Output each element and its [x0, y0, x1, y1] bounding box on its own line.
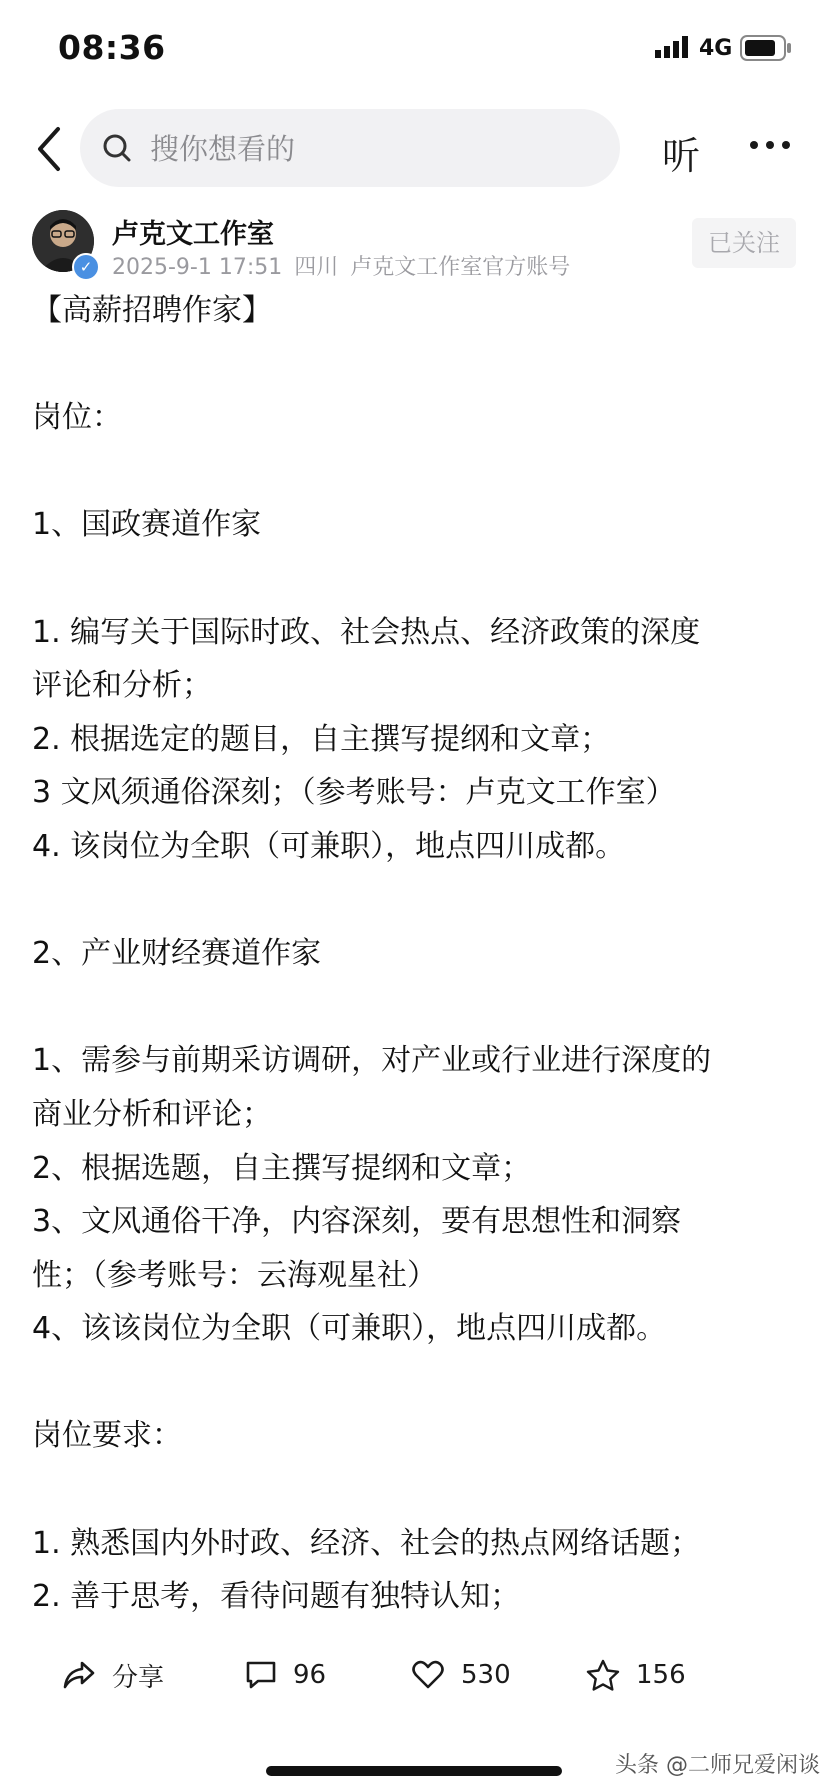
battery-icon [740, 35, 792, 61]
like-count: 530 [461, 1660, 511, 1690]
post-location: 四川 [294, 255, 339, 280]
status-bar [0, 0, 828, 100]
article-line [32, 874, 802, 928]
verified-icon: ✓ [72, 253, 100, 281]
comment-count: 96 [293, 1660, 327, 1690]
heart-icon [411, 1660, 445, 1690]
favorite-button[interactable] [586, 1640, 686, 1710]
article-line [32, 981, 802, 1035]
share-label: 分享 [112, 1662, 165, 1693]
article-line: 岗位： [32, 400, 122, 436]
share-icon [62, 1660, 96, 1690]
share-button[interactable] [62, 1640, 164, 1710]
author-row [0, 208, 828, 288]
comment-button[interactable] [245, 1640, 326, 1710]
network-label: 4G [699, 36, 733, 61]
article-line [32, 1356, 802, 1410]
article-line: 2、根据选题，自主撰写提纲和文章； [32, 1150, 532, 1186]
article-line: 2. 善于思考，看待问题有独特认知； [32, 1579, 521, 1615]
more-icon[interactable] [748, 139, 792, 151]
search-input[interactable] [148, 121, 592, 177]
follow-button[interactable]: 已关注 [692, 218, 796, 268]
article-line: 1、国政赛道作家 [32, 507, 262, 543]
comment-icon [245, 1660, 277, 1690]
article-line: 【高薪招聘作家】 [32, 293, 272, 328]
article-line: 1. 编写关于国际时政、社会热点、经济政策的深度 [32, 614, 701, 650]
home-indicator[interactable] [266, 1766, 562, 1776]
article-line: 2. 根据选定的题目，自主撰写提纲和文章； [32, 721, 611, 757]
article-line: 3 文风须通俗深刻；（参考账号：卢克文工作室） [32, 775, 676, 811]
author-description: 卢克文工作室官方账号 [350, 255, 571, 280]
signal-icon [655, 36, 691, 58]
article-body [32, 284, 802, 1624]
article-line: 商业分析和评论； [32, 1096, 272, 1132]
article-line: 1. 熟悉国内外时政、经济、社会的热点网络话题； [32, 1525, 701, 1561]
article-line: 2、产业财经赛道作家 [32, 936, 322, 972]
watermark: 头条 @二师兄爱闲谈 [615, 1753, 820, 1778]
top-nav [0, 105, 828, 191]
article-line [32, 552, 802, 606]
like-button[interactable] [411, 1640, 511, 1710]
favorite-count: 156 [636, 1660, 686, 1690]
back-icon[interactable] [30, 123, 70, 175]
article-line: 岗位要求： [32, 1418, 182, 1454]
article-line [32, 1463, 802, 1517]
listen-button[interactable]: 听 [662, 134, 701, 178]
article-line: 3、文风通俗干净，内容深刻，要有思想性和洞察 [32, 1204, 682, 1240]
status-time: 08:36 [58, 28, 166, 67]
article-line [32, 338, 802, 392]
star-icon [586, 1659, 620, 1691]
post-date: 2025-9-1 17:51 [112, 255, 283, 280]
search-box[interactable] [80, 109, 620, 187]
article-line: 评论和分析； [32, 668, 212, 704]
action-bar [0, 1640, 828, 1720]
article-line: 4. 该岗位为全职（可兼职），地点四川成都。 [32, 828, 626, 864]
author-name[interactable]: 卢克文工作室 [112, 219, 274, 250]
article-line: 性；（参考账号：云海观星社） [32, 1257, 437, 1293]
article-line: 4、该该岗位为全职（可兼职），地点四川成都。 [32, 1311, 667, 1347]
author-meta [112, 250, 582, 281]
search-icon [102, 133, 132, 163]
article-line: 1、需参与前期采访调研，对产业或行业进行深度的 [32, 1043, 712, 1079]
article-line [32, 445, 802, 499]
